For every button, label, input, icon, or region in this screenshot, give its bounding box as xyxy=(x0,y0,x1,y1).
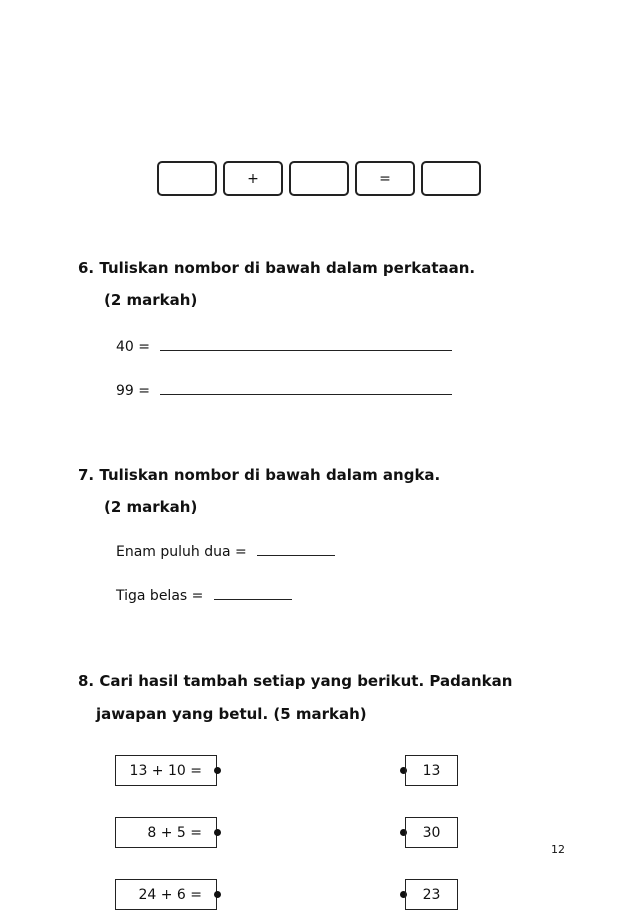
question-7-item-2-label: Tiga belas = xyxy=(116,588,204,604)
match-left-2: 8 + 5 = xyxy=(115,817,217,848)
match-dot-left-2[interactable] xyxy=(214,829,221,836)
equation-box-1[interactable] xyxy=(157,161,217,196)
question-6-marks: (2 markah) xyxy=(104,291,198,309)
question-7-item-1 xyxy=(116,543,335,560)
match-right-1: 13 xyxy=(405,755,458,786)
answer-blank-enam-puluh-dua[interactable] xyxy=(257,543,335,556)
question-8-title-2: jawapan yang betul. (5 markah) xyxy=(96,705,367,723)
answer-blank-99[interactable] xyxy=(160,382,452,395)
question-6-item-2-label: 99 = xyxy=(116,383,150,399)
match-right-2: 30 xyxy=(405,817,458,848)
equation-box-answer[interactable] xyxy=(421,161,481,196)
match-right-3: 23 xyxy=(405,879,458,910)
equation-box-equals: = xyxy=(355,161,415,196)
equation-box-plus: + xyxy=(223,161,283,196)
equation-box-2[interactable] xyxy=(289,161,349,196)
question-6-item-2 xyxy=(116,382,452,399)
match-left-3: 24 + 6 = xyxy=(115,879,217,910)
question-6-item-1-label: 40 = xyxy=(116,339,150,355)
question-7-item-2 xyxy=(116,587,292,604)
page-number: 12 xyxy=(551,843,565,856)
question-8-title: 8. Cari hasil tambah setiap yang berikut. Padankan xyxy=(78,672,513,690)
question-7-item-1-label: Enam puluh dua = xyxy=(116,544,247,560)
question-6-title: 6. Tuliskan nombor di bawah dalam perkataan. xyxy=(78,259,476,277)
match-dot-left-3[interactable] xyxy=(214,891,221,898)
match-left-1: 13 + 10 = xyxy=(115,755,217,786)
match-dot-left-1[interactable] xyxy=(214,767,221,774)
question-7-marks: (2 markah) xyxy=(104,498,198,516)
question-6-item-1 xyxy=(116,338,452,355)
answer-blank-tiga-belas[interactable] xyxy=(214,587,292,600)
answer-blank-40[interactable] xyxy=(160,338,452,351)
question-7-title: 7. Tuliskan nombor di bawah dalam angka. xyxy=(78,466,441,484)
